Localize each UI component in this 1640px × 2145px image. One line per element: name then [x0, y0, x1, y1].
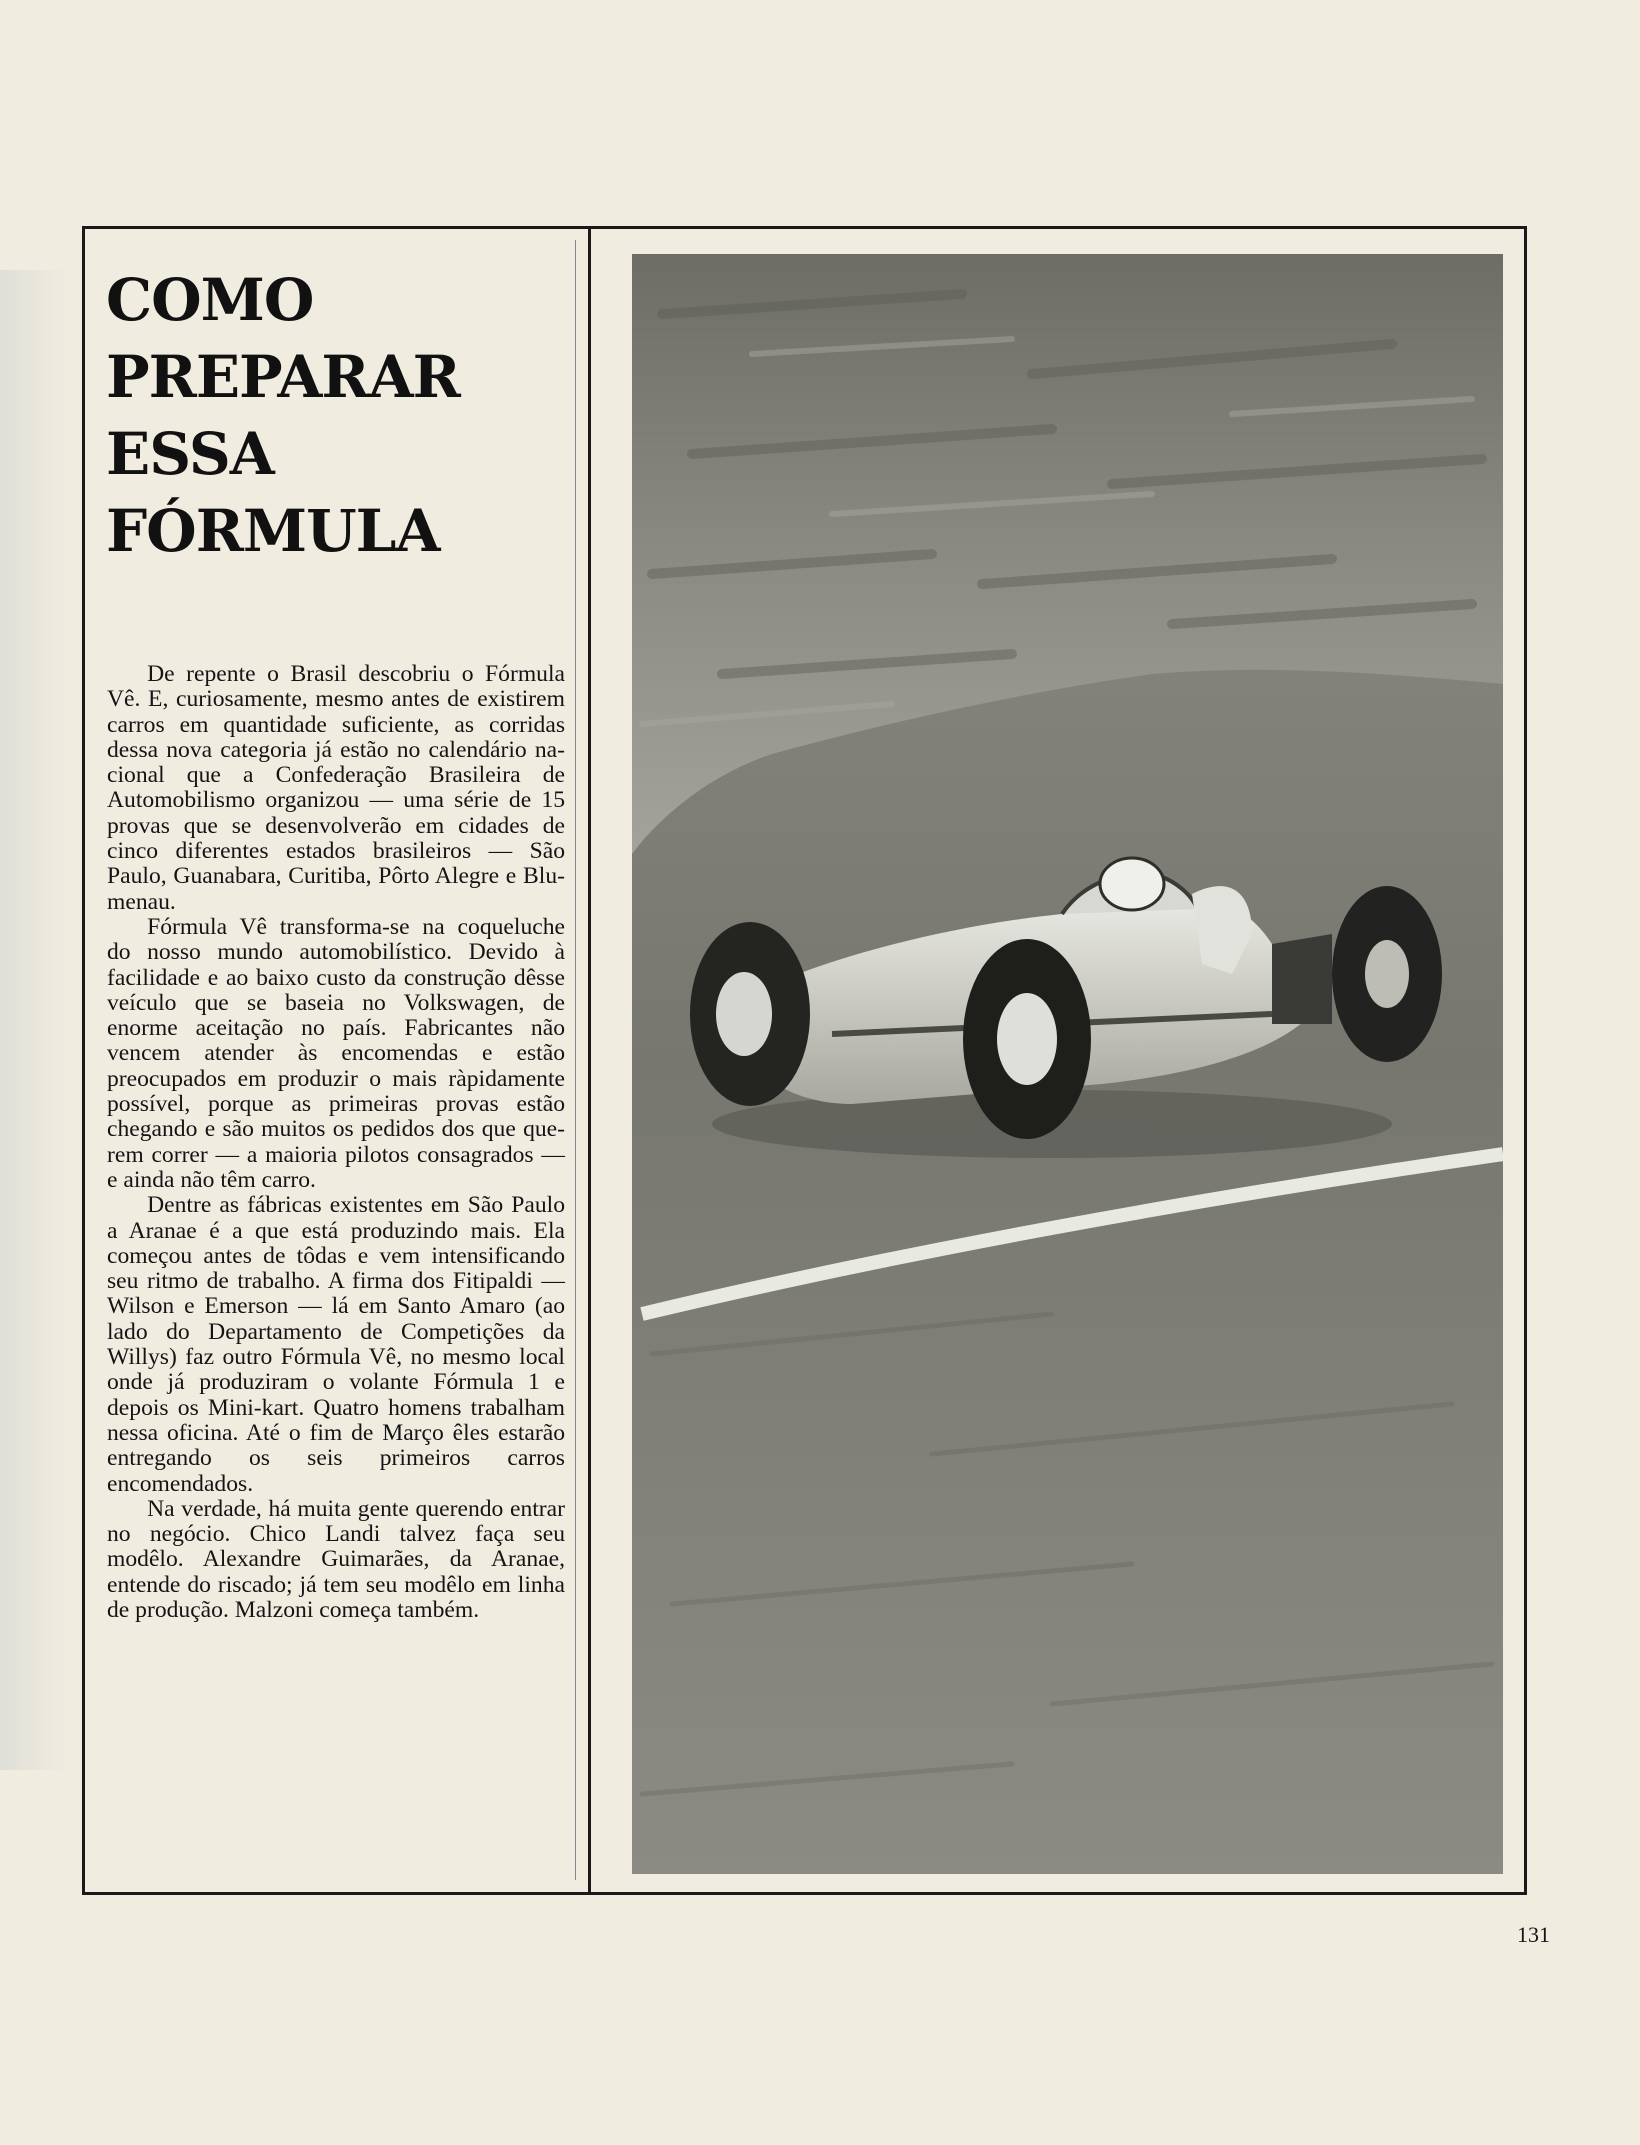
body-paragraph: Na verdade, há muita gente querendo entrar no negócio. Chico Landi talvez faça seu modêlo. Alexandre Guimarães, da Aranae, entende do riscado; já tem seu modêlo em linha de produção. Malzoni começa também.: [107, 1495, 565, 1623]
headline-line: COMO: [106, 266, 314, 334]
body-paragraph: De repente o Brasil descobriu o Fórmula Vê. E, curiosamente, mesmo antes de existirem carros em quantidade suficiente, as corridas dessa nova categoria já estão no calendário nacional que a Confederação Brasileira de Automobilismo organizou — uma série de 15 provas que se desenvolverão em cidades de cinco diferentes estados brasileiros — São Paulo, Guanabara, Curitiba, Pôrto Alegre e Blumenau.: [107, 661, 565, 915]
article-body: [107, 662, 565, 1623]
headline-line: FÓRMULA: [106, 497, 440, 565]
column-divider: [588, 226, 591, 1895]
race-car-photo: [632, 254, 1503, 1874]
body-paragraph: Dentre as fábricas existentes em São Paulo a Aranae é a que está produzindo mais. Ela começou antes de tôdas e vem intensificando seu ritmo de trabalho. A firma dos Fitipaldi — Wilson e Emerson — lá em Santo Amaro (ao lado do Departamento de Competições da Willys) faz outro Fórmula Vê, no mesmo local onde já produziram o volante Fórmula 1 e depois os Mini-kart. Quatro homens trabalham nessa oficina. Até o fim de Março êles estarão entregando os seis primeiros carros encomendados.: [107, 1192, 565, 1497]
body-paragraph: Fórmula Vê transforma-se na coqueluche do nosso mundo automobilístico. Devido à facilidade e ao baixo custo da construção dêsse veículo que se baseia no Volkswagen, de enorme aceitação no país. Fabricantes não vencem atender às encomendas e estão preocupados em produzir o mais ràpidamente possível, porque as primeiras provas estão chegando e são muitos os pedidos dos que querem correr — a maioria pilotos consagrados — e ainda não têm carro.: [107, 913, 565, 1193]
headline-line: PREPARAR: [106, 343, 460, 411]
headline-line: ESSA: [106, 420, 274, 488]
page-number: 131: [1517, 1922, 1550, 1947]
column-rule-thin: [575, 240, 576, 1880]
article-headline: [106, 262, 566, 570]
page-edge-tint: [0, 270, 70, 1770]
